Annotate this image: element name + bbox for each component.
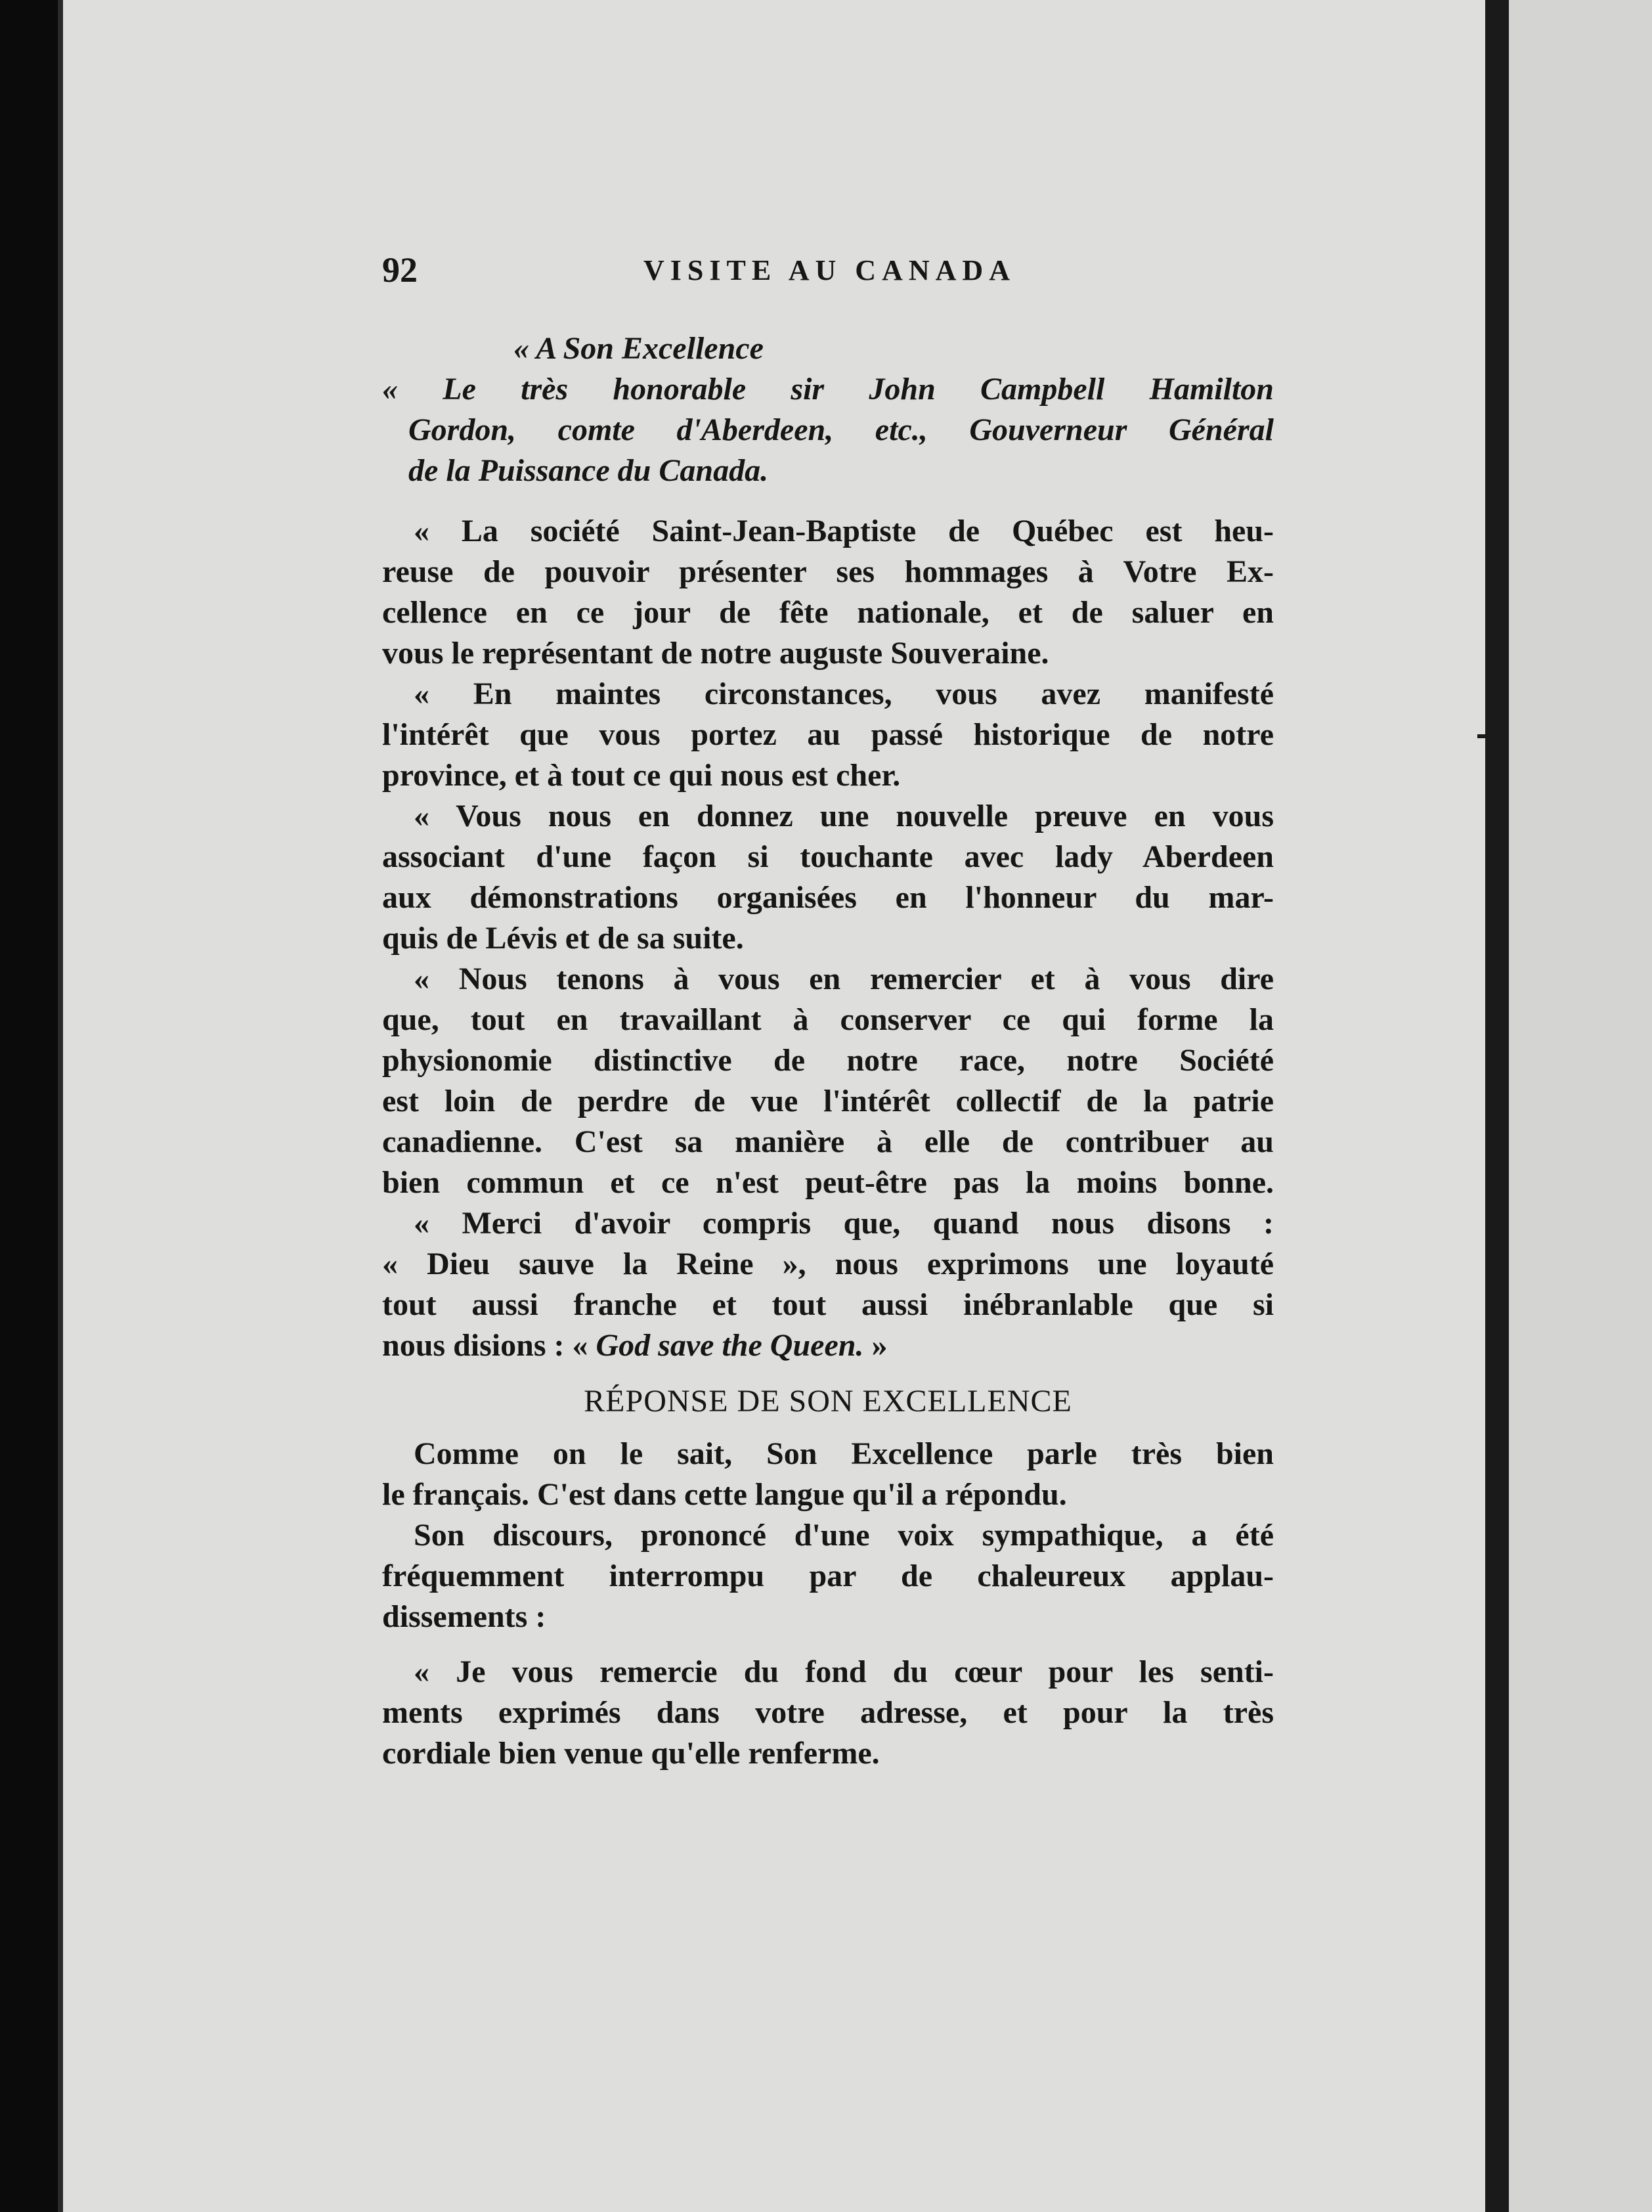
text-line: province, et à tout ce qui nous est cher. xyxy=(382,758,901,793)
paragraph xyxy=(382,959,1274,1203)
text-line: associant d'une façon si touchante avec lady Aberdeen xyxy=(382,839,1274,874)
text-line: ments exprimés dans votre adresse, et pour la très xyxy=(382,1695,1274,1730)
text-line: cordiale bien venue qu'elle renferme. xyxy=(382,1736,880,1771)
paragraph xyxy=(382,1652,1274,1774)
running-title: VISITE AU CANADA xyxy=(643,254,1016,286)
text-line: « Dieu sauve la Reine », nous exprimons une loyauté xyxy=(382,1247,1274,1281)
text-line: que, tout en travaillant à conserver ce qui forme la xyxy=(382,1002,1274,1037)
text-line: fréquemment interrompu par de chaleureux applau- xyxy=(382,1559,1274,1593)
text-line: l'intérêt que vous portez au passé historique de notre xyxy=(382,717,1274,752)
text-line: « La société Saint-Jean-Baptiste de Québec est heu- xyxy=(414,514,1274,548)
italic-phrase: God save the Queen. xyxy=(596,1328,864,1363)
text-line: canadienne. C'est sa manière à elle de contribuer au xyxy=(382,1124,1274,1159)
text-line: quis de Lévis et de sa suite. xyxy=(382,921,744,956)
address-line: « A Son Excellence xyxy=(513,331,764,366)
paragraph xyxy=(382,796,1274,959)
paragraph xyxy=(382,1434,1274,1515)
page-content xyxy=(382,250,1274,1774)
text-line: tout aussi franche et tout aussi inébranlable que si xyxy=(382,1287,1274,1322)
section-heading: RÉPONSE DE SON EXCELLENCE xyxy=(584,1384,1072,1419)
paragraph xyxy=(382,1515,1274,1637)
address-block xyxy=(382,328,1274,491)
text-fragment: nous disions : « xyxy=(382,1328,596,1363)
book-gutter xyxy=(1485,0,1509,2212)
gutter-mark xyxy=(1477,734,1501,738)
text-line: cellence en ce jour de fête nationale, et de saluer en xyxy=(382,595,1274,630)
text-line: vous le représentant de notre auguste Souveraine. xyxy=(382,636,1049,671)
adjacent-page xyxy=(1509,0,1652,2212)
address-line: Gordon, comte d'Aberdeen, etc., Gouverneur Général xyxy=(408,412,1274,447)
paragraph xyxy=(382,1203,1274,1366)
text-line: Comme on le sait, Son Excellence parle très bien xyxy=(414,1436,1274,1471)
address-line: de la Puissance du Canada. xyxy=(408,453,769,488)
text-line: « Merci d'avoir compris que, quand nous disons : xyxy=(414,1206,1274,1241)
text-line: dissements : xyxy=(382,1599,546,1634)
text-line: le français. C'est dans cette langue qu'il a répondu. xyxy=(382,1477,1067,1512)
text-line: bien commun et ce n'est peut-être pas la moins bonne. xyxy=(382,1165,1274,1200)
text-line xyxy=(382,1325,1274,1366)
text-line: aux démonstrations organisées en l'honneur du mar- xyxy=(382,880,1274,915)
text-line: est loin de perdre de vue l'intérêt collectif de la patrie xyxy=(382,1084,1274,1118)
text-line: « Je vous remercie du fond du cœur pour les senti- xyxy=(414,1654,1274,1689)
text-line: reuse de pouvoir présenter ses hommages à Votre Ex- xyxy=(382,554,1274,589)
text-line: « Vous nous en donnez une nouvelle preuve en vous xyxy=(414,799,1274,833)
gutter-mark xyxy=(1492,1353,1505,1357)
text-fragment: » xyxy=(863,1328,888,1363)
address-line: « Le très honorable sir John Campbell Hamilton xyxy=(382,372,1274,407)
text-line: Son discours, prononcé d'une voix sympathique, a été xyxy=(414,1518,1274,1553)
text-line: physionomie distinctive de notre race, notre Société xyxy=(382,1043,1274,1078)
paragraph xyxy=(382,674,1274,796)
paragraph xyxy=(382,511,1274,674)
text-line: « Nous tenons à vous en remercier et à vous dire xyxy=(414,962,1274,996)
text-line: « En maintes circonstances, vous avez manifesté xyxy=(414,676,1274,711)
page-number: 92 xyxy=(382,250,418,290)
page-header xyxy=(382,250,1274,302)
